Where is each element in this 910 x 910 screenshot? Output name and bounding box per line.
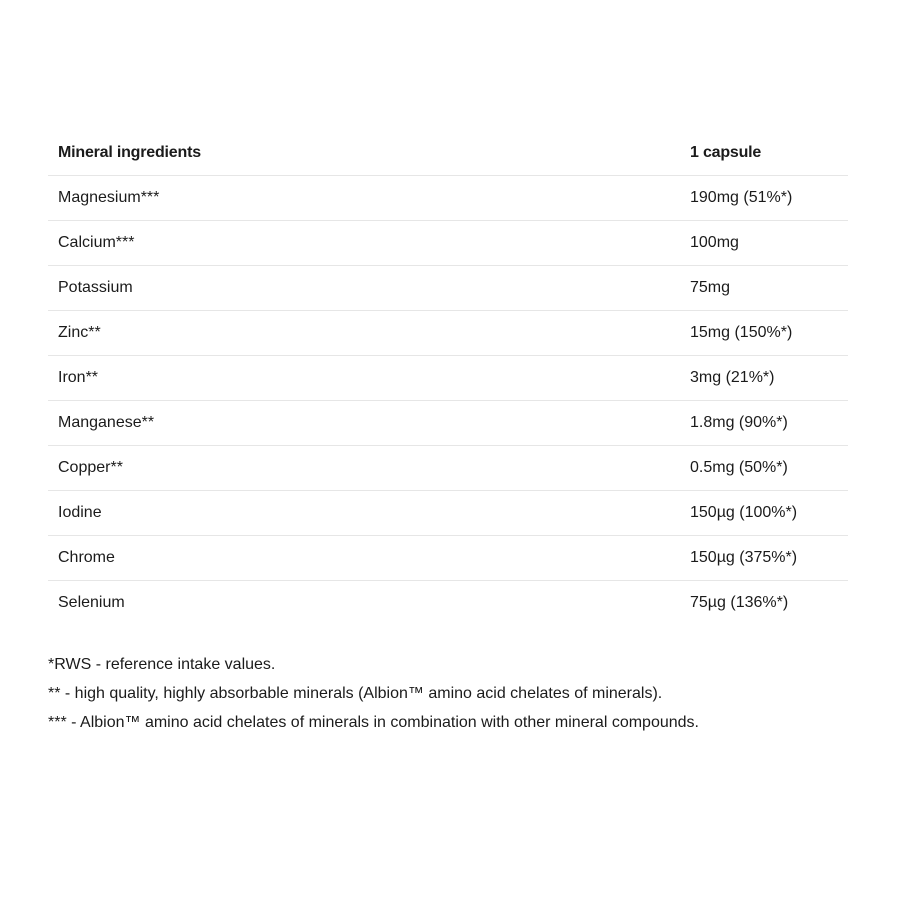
- ingredient-name: Copper**: [48, 446, 680, 491]
- ingredient-name: Manganese**: [48, 401, 680, 446]
- ingredient-amount: 3mg (21%*): [680, 356, 848, 401]
- ingredient-amount: 75µg (136%*): [690, 594, 789, 611]
- ingredient-name: Iodine: [48, 491, 680, 536]
- table-row: [48, 221, 848, 266]
- table-row: [48, 311, 848, 356]
- ingredient-name: Potassium: [48, 266, 680, 311]
- ingredient-amount: 75mg: [680, 266, 848, 311]
- table-row: [48, 446, 848, 491]
- ingredient-name: Zinc**: [48, 311, 680, 356]
- footnote-double-asterisk: ** - high quality, highly absorbable minerals (Albion™ amino acid chelates of minerals).: [48, 685, 663, 702]
- table-row: [48, 401, 848, 446]
- ingredient-amount: 0.5mg (50%*): [680, 446, 848, 491]
- table-header-row: [48, 131, 848, 176]
- column-header-amount: 1 capsule: [680, 131, 848, 176]
- footnotes: [48, 650, 868, 737]
- ingredient-amount: 190mg (51%*): [680, 176, 848, 221]
- mineral-ingredients-table: [48, 131, 848, 625]
- ingredient-amount: 15mg (150%*): [680, 311, 848, 356]
- table-row: [48, 356, 848, 401]
- footnote-triple-asterisk: *** - Albion™ amino acid chelates of minerals in combination with other mineral compounds.: [48, 714, 699, 731]
- mineral-ingredients-panel: [48, 131, 848, 625]
- table-row: [48, 491, 848, 536]
- footnote-rws: *RWS - reference intake values.: [48, 656, 276, 673]
- table-row: [48, 266, 848, 311]
- ingredient-name: Iron**: [48, 356, 680, 401]
- ingredient-name: Chrome: [48, 536, 680, 581]
- column-header-ingredient: Mineral ingredients: [48, 131, 680, 176]
- ingredient-amount: 150µg (100%*): [680, 491, 848, 536]
- table-row: [48, 536, 848, 581]
- ingredient-name: Calcium***: [48, 221, 680, 266]
- ingredient-amount: 100mg: [680, 221, 848, 266]
- ingredient-name: Selenium: [58, 594, 125, 611]
- ingredient-amount: 150µg (375%*): [680, 536, 848, 581]
- table-row: [48, 581, 848, 626]
- ingredient-amount: 1.8mg (90%*): [680, 401, 848, 446]
- ingredient-name: Magnesium***: [48, 176, 680, 221]
- table-row: [48, 176, 848, 221]
